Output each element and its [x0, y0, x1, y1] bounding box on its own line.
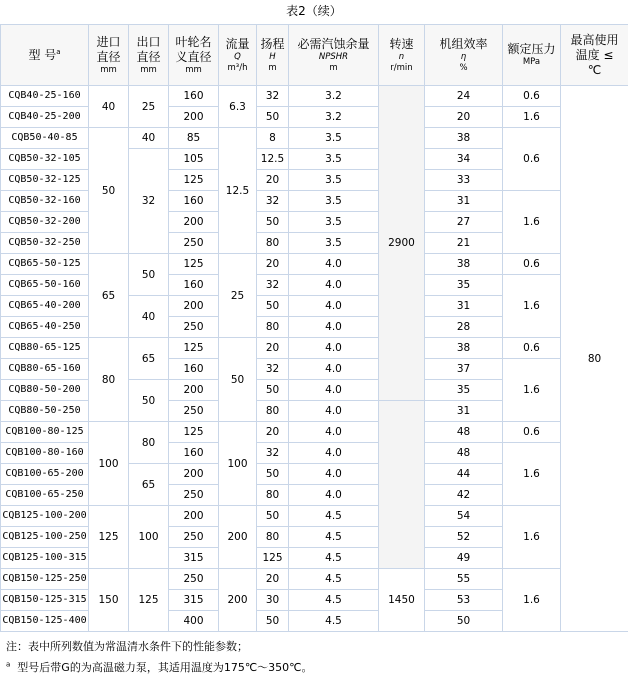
cell-model: CQB80-65-160	[1, 359, 89, 380]
cell-head: 80	[257, 401, 289, 422]
table-row	[1, 569, 628, 590]
cell-model: CQB50-32-105	[1, 149, 89, 170]
header-model: 型 号$^a$	[1, 25, 89, 86]
cell-impeller: 200	[169, 296, 219, 317]
table-row	[1, 254, 628, 275]
cell-impeller: 250	[169, 569, 219, 590]
cell-model: CQB150-125-315	[1, 590, 89, 611]
cell-flow: 25	[219, 254, 257, 338]
cell-head: 12.5	[257, 149, 289, 170]
cell-model: CQB65-40-250	[1, 317, 89, 338]
table-row	[1, 338, 628, 359]
cell-npsh: 3.5	[289, 128, 379, 149]
cell-outlet: 40	[129, 296, 169, 338]
cell-model: CQB65-50-160	[1, 275, 89, 296]
cell-efficiency: 38	[425, 338, 503, 359]
cell-efficiency: 50	[425, 611, 503, 632]
cell-model: CQB100-80-125	[1, 422, 89, 443]
cell-inlet: 65	[89, 254, 129, 338]
header-efficiency: 机组效率 η %	[425, 25, 503, 86]
cell-pressure: 0.6	[503, 254, 561, 275]
cell-outlet: 80	[129, 422, 169, 464]
table-row	[1, 86, 628, 107]
cell-model: CQB40-25-160	[1, 86, 89, 107]
cell-inlet: 50	[89, 128, 129, 254]
cell-efficiency: 35	[425, 380, 503, 401]
cell-flow: 6.3	[219, 86, 257, 128]
cell-pressure: 0.6	[503, 338, 561, 359]
cell-head: 80	[257, 527, 289, 548]
cell-head: 80	[257, 485, 289, 506]
cell-efficiency: 53	[425, 590, 503, 611]
cell-impeller: 125	[169, 170, 219, 191]
cell-impeller: 250	[169, 233, 219, 254]
cell-impeller: 200	[169, 107, 219, 128]
header-pressure: 额定压力 MPa	[503, 25, 561, 86]
cell-efficiency: 28	[425, 317, 503, 338]
cell-model: CQB65-50-125	[1, 254, 89, 275]
cell-model: CQB100-65-250	[1, 485, 89, 506]
cell-outlet: 125	[129, 569, 169, 632]
cell-head: 125	[257, 548, 289, 569]
cell-efficiency: 33	[425, 170, 503, 191]
header-inlet-diameter: 进口 直径 mm	[89, 25, 129, 86]
cell-efficiency: 24	[425, 86, 503, 107]
cell-efficiency: 35	[425, 275, 503, 296]
cell-pressure: 1.6	[503, 275, 561, 338]
cell-impeller: 250	[169, 401, 219, 422]
cell-impeller: 250	[169, 527, 219, 548]
cell-head: 32	[257, 359, 289, 380]
header-max-temp: 最高使用 温度 ≤ ℃	[561, 25, 628, 86]
cell-head: 50	[257, 296, 289, 317]
cell-npsh: 4.0	[289, 464, 379, 485]
table-notes	[6, 636, 622, 678]
header-npsh: 必需汽蚀余量 NPSHR m	[289, 25, 379, 86]
cell-pressure: 0.6	[503, 422, 561, 443]
cell-model: CQB100-80-160	[1, 443, 89, 464]
cell-model: CQB50-40-85	[1, 128, 89, 149]
header-outlet-diameter: 出口 直径 mm	[129, 25, 169, 86]
cell-head: 50	[257, 464, 289, 485]
cell-speed	[379, 401, 425, 569]
cell-model: CQB40-25-200	[1, 107, 89, 128]
cell-impeller: 250	[169, 317, 219, 338]
cell-npsh: 4.0	[289, 275, 379, 296]
table-row	[1, 128, 628, 149]
header-speed: 转速 n r/min	[379, 25, 425, 86]
cell-model: CQB125-100-200	[1, 506, 89, 527]
cell-pressure: 0.6	[503, 86, 561, 107]
cell-npsh: 4.5	[289, 611, 379, 632]
cell-impeller: 160	[169, 191, 219, 212]
cell-inlet: 80	[89, 338, 129, 422]
cell-npsh: 3.5	[289, 149, 379, 170]
cell-impeller: 160	[169, 443, 219, 464]
cell-efficiency: 38	[425, 128, 503, 149]
cell-efficiency: 31	[425, 191, 503, 212]
cell-head: 32	[257, 86, 289, 107]
cell-impeller: 400	[169, 611, 219, 632]
cell-model: CQB125-100-315	[1, 548, 89, 569]
footnote-marker: a	[56, 47, 61, 56]
cell-pressure: 1.6	[503, 506, 561, 569]
cell-pressure: 1.6	[503, 191, 561, 254]
cell-efficiency: 20	[425, 107, 503, 128]
cell-impeller: 105	[169, 149, 219, 170]
cell-model: CQB50-32-200	[1, 212, 89, 233]
cell-outlet: 50	[129, 254, 169, 296]
cell-impeller: 200	[169, 464, 219, 485]
cell-head: 50	[257, 107, 289, 128]
cell-impeller: 200	[169, 380, 219, 401]
cell-max-temp: 80	[561, 86, 628, 632]
cell-efficiency: 52	[425, 527, 503, 548]
cell-efficiency: 48	[425, 443, 503, 464]
cell-head: 20	[257, 422, 289, 443]
cell-npsh: 4.0	[289, 317, 379, 338]
cell-head: 80	[257, 317, 289, 338]
header-flow: 流量 Q m³/h	[219, 25, 257, 86]
cell-impeller: 160	[169, 275, 219, 296]
cell-inlet: 125	[89, 506, 129, 569]
cell-pressure: 1.6	[503, 107, 561, 128]
cell-npsh: 4.0	[289, 443, 379, 464]
cell-head: 20	[257, 170, 289, 191]
cell-flow: 200	[219, 506, 257, 569]
cell-head: 32	[257, 275, 289, 296]
table-row	[1, 506, 628, 527]
cell-pressure: 1.6	[503, 443, 561, 506]
cell-flow: 50	[219, 338, 257, 422]
cell-impeller: 160	[169, 359, 219, 380]
cell-efficiency: 34	[425, 149, 503, 170]
cell-npsh: 3.5	[289, 191, 379, 212]
cell-model: CQB150-125-400	[1, 611, 89, 632]
cell-efficiency: 31	[425, 401, 503, 422]
cell-npsh: 4.0	[289, 359, 379, 380]
cell-npsh: 3.2	[289, 107, 379, 128]
cell-inlet: 100	[89, 422, 129, 506]
cell-impeller: 160	[169, 86, 219, 107]
cell-efficiency: 42	[425, 485, 503, 506]
cell-npsh: 3.5	[289, 170, 379, 191]
cell-npsh: 4.0	[289, 422, 379, 443]
cell-model: CQB125-100-250	[1, 527, 89, 548]
cell-speed: 2900	[379, 86, 425, 401]
cell-speed: 1450	[379, 569, 425, 632]
cell-efficiency: 54	[425, 506, 503, 527]
cell-npsh: 4.0	[289, 380, 379, 401]
cell-outlet: 25	[129, 86, 169, 128]
cell-model: CQB80-65-125	[1, 338, 89, 359]
cell-efficiency: 44	[425, 464, 503, 485]
cell-model: CQB50-32-250	[1, 233, 89, 254]
cell-efficiency: 21	[425, 233, 503, 254]
cell-impeller: 125	[169, 254, 219, 275]
cell-outlet: 32	[129, 149, 169, 254]
cell-pressure: 1.6	[503, 359, 561, 422]
cell-head: 20	[257, 569, 289, 590]
cell-npsh: 3.5	[289, 212, 379, 233]
cell-model: CQB80-50-200	[1, 380, 89, 401]
cell-impeller: 200	[169, 212, 219, 233]
cell-npsh: 4.5	[289, 548, 379, 569]
cell-outlet: 40	[129, 128, 169, 149]
note-footnote: $^a$ 型号后带G的为高温磁力泵，其适用温度为175℃～350℃。	[6, 660, 313, 674]
header-impeller-diameter: 叶轮名 义直径 mm	[169, 25, 219, 86]
cell-head: 50	[257, 506, 289, 527]
cell-flow: 200	[219, 569, 257, 632]
cell-model: CQB50-32-125	[1, 170, 89, 191]
cell-head: 8	[257, 128, 289, 149]
cell-impeller: 315	[169, 590, 219, 611]
cell-head: 50	[257, 380, 289, 401]
cell-head: 32	[257, 191, 289, 212]
cell-inlet: 150	[89, 569, 129, 632]
cell-head: 50	[257, 212, 289, 233]
header-row	[1, 25, 628, 86]
cell-npsh: 4.5	[289, 527, 379, 548]
note-general: 注：表中所列数值为常温清水条件下的性能参数；	[6, 640, 248, 653]
cell-pressure: 0.6	[503, 128, 561, 191]
cell-model: CQB150-125-250	[1, 569, 89, 590]
cell-outlet: 65	[129, 464, 169, 506]
table-row	[1, 422, 628, 443]
cell-inlet: 40	[89, 86, 129, 128]
cell-flow: 100	[219, 422, 257, 506]
cell-model: CQB80-50-250	[1, 401, 89, 422]
cell-pressure: 1.6	[503, 569, 561, 632]
cell-model: CQB50-32-160	[1, 191, 89, 212]
cell-head: 20	[257, 254, 289, 275]
cell-impeller: 200	[169, 506, 219, 527]
pump-spec-table	[0, 24, 628, 632]
cell-head: 32	[257, 443, 289, 464]
cell-outlet: 100	[129, 506, 169, 569]
cell-npsh: 3.5	[289, 233, 379, 254]
cell-outlet: 65	[129, 338, 169, 380]
cell-head: 50	[257, 611, 289, 632]
cell-npsh: 4.5	[289, 569, 379, 590]
cell-npsh: 3.2	[289, 86, 379, 107]
cell-npsh: 4.5	[289, 590, 379, 611]
footnote-marker: a	[6, 660, 11, 669]
cell-efficiency: 49	[425, 548, 503, 569]
table-title: 表2（续）	[286, 4, 342, 18]
cell-impeller: 250	[169, 485, 219, 506]
cell-impeller: 315	[169, 548, 219, 569]
cell-efficiency: 55	[425, 569, 503, 590]
cell-impeller: 125	[169, 422, 219, 443]
cell-outlet: 50	[129, 380, 169, 422]
cell-npsh: 4.0	[289, 401, 379, 422]
cell-efficiency: 37	[425, 359, 503, 380]
header-head: 扬程 H m	[257, 25, 289, 86]
cell-flow: 12.5	[219, 128, 257, 254]
cell-efficiency: 38	[425, 254, 503, 275]
cell-model: CQB65-40-200	[1, 296, 89, 317]
cell-npsh: 4.0	[289, 254, 379, 275]
cell-head: 20	[257, 338, 289, 359]
cell-npsh: 4.0	[289, 338, 379, 359]
cell-npsh: 4.0	[289, 296, 379, 317]
cell-efficiency: 27	[425, 212, 503, 233]
cell-efficiency: 31	[425, 296, 503, 317]
cell-head: 80	[257, 233, 289, 254]
cell-head: 30	[257, 590, 289, 611]
cell-npsh: 4.0	[289, 485, 379, 506]
cell-impeller: 85	[169, 128, 219, 149]
cell-efficiency: 48	[425, 422, 503, 443]
cell-impeller: 125	[169, 338, 219, 359]
cell-npsh: 4.5	[289, 506, 379, 527]
cell-model: CQB100-65-200	[1, 464, 89, 485]
